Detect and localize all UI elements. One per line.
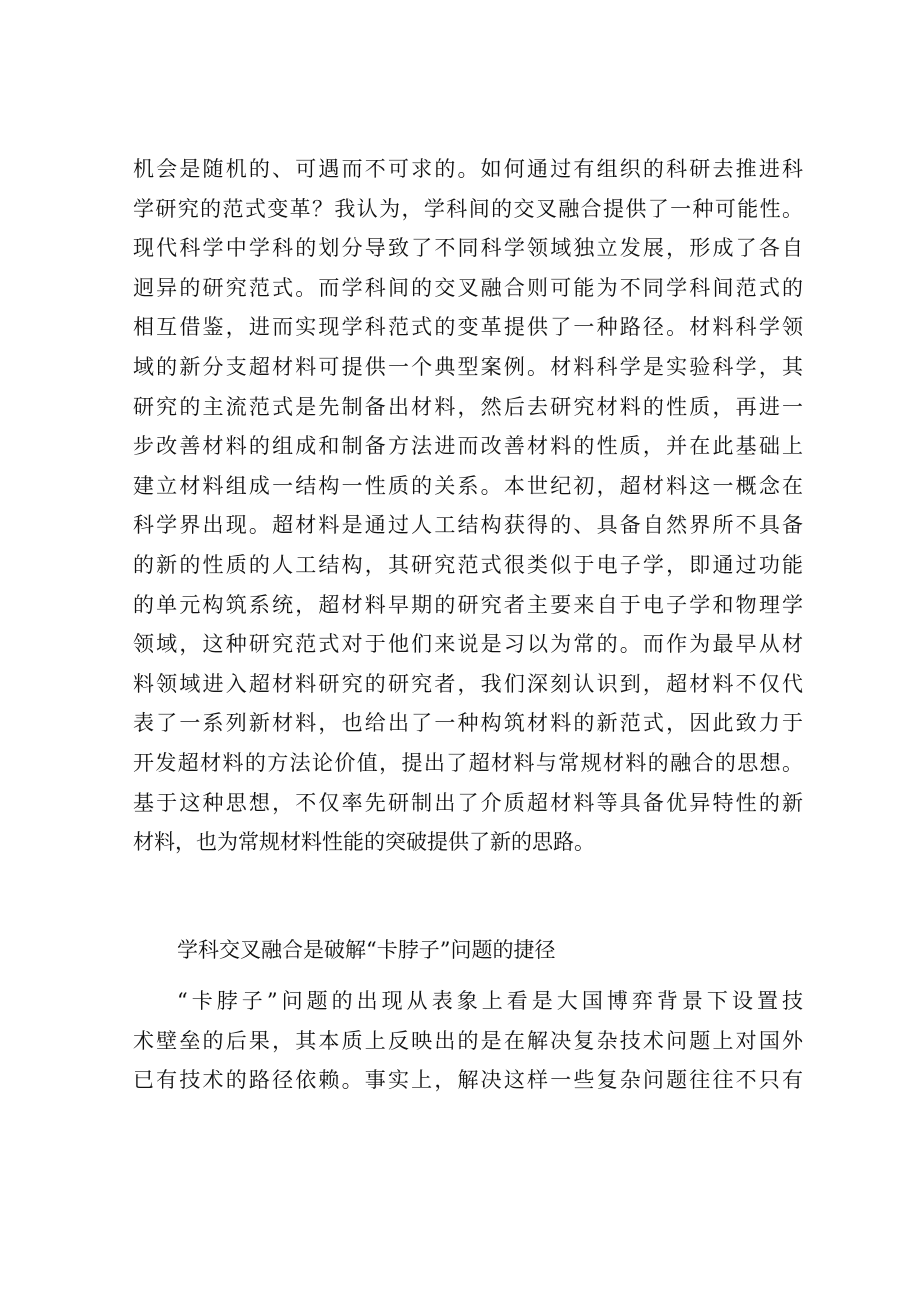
text-line: 学研究的范式变革？我认为，学科间的交叉融合提供了一种可能性。 (133, 196, 803, 221)
text-line: 已有技术的路径依赖。事实上，解决这样一些复杂问题往往不只有 (133, 1068, 803, 1093)
text-line: 科学界出现。超材料是通过人工结构获得的、具备自然界所不具备 (133, 513, 803, 538)
section-heading: 学科交叉融合是破解“卡脖子”问题的捷径 (177, 938, 556, 962)
text-line: 领域，这种研究范式对于他们来说是习以为常的。而作为最早从材 (133, 632, 803, 657)
text-line: 迥异的研究范式。而学科间的交叉融合则可能为不同学科间范式的 (133, 275, 803, 300)
text-line: 开发超材料的方法论价值，提出了超材料与常规材料的融合的思想。 (133, 750, 803, 775)
text-line: 的新的性质的人工结构，其研究范式很类似于电子学，即通过功能 (133, 552, 803, 577)
text-line: 研究的主流范式是先制备出材料，然后去研究材料的性质，再进一 (133, 394, 803, 419)
text-line: 机会是随机的、可遇而不可求的。如何通过有组织的科研去推进科 (133, 157, 803, 181)
text-line: 术壁垒的后果，其本质上反映出的是在解决复杂技术问题上对国外 (133, 1028, 803, 1053)
text-line: 材料，也为常规材料性能的突破提供了新的思路。 (133, 830, 595, 855)
text-line: 基于这种思想，不仅率先研制出了介质超材料等具备优异特性的新 (133, 790, 803, 815)
text-line: 建立材料组成一结构一性质的关系。本世纪初，超材料这一概念在 (133, 473, 803, 498)
paragraph-2 (133, 982, 803, 1101)
text-line: 的单元构筑系统，超材料早期的研究者主要来自于电子学和物理学 (133, 592, 803, 617)
text-line: 料领域进入超材料研究的研究者，我们深刻认识到，超材料不仅代 (133, 671, 803, 696)
text-line: 现代科学中学科的划分导致了不同科学领域独立发展，形成了各自 (133, 236, 803, 261)
text-line: “卡脖子”问题的出现从表象上看是大国博弈背景下设置技 (177, 989, 803, 1013)
paragraph-1 (133, 150, 803, 863)
text-line: 表了一系列新材料，也给出了一种构筑材料的新范式，因此致力于 (133, 711, 803, 736)
text-line: 相互借鉴，进而实现学科范式的变革提供了一种路径。材料科学领 (133, 315, 803, 340)
text-line: 域的新分支超材料可提供一个典型案例。材料科学是实验科学，其 (133, 354, 803, 379)
text-line: 步改善材料的组成和制备方法进而改善材料的性质，并在此基础上 (133, 434, 803, 459)
